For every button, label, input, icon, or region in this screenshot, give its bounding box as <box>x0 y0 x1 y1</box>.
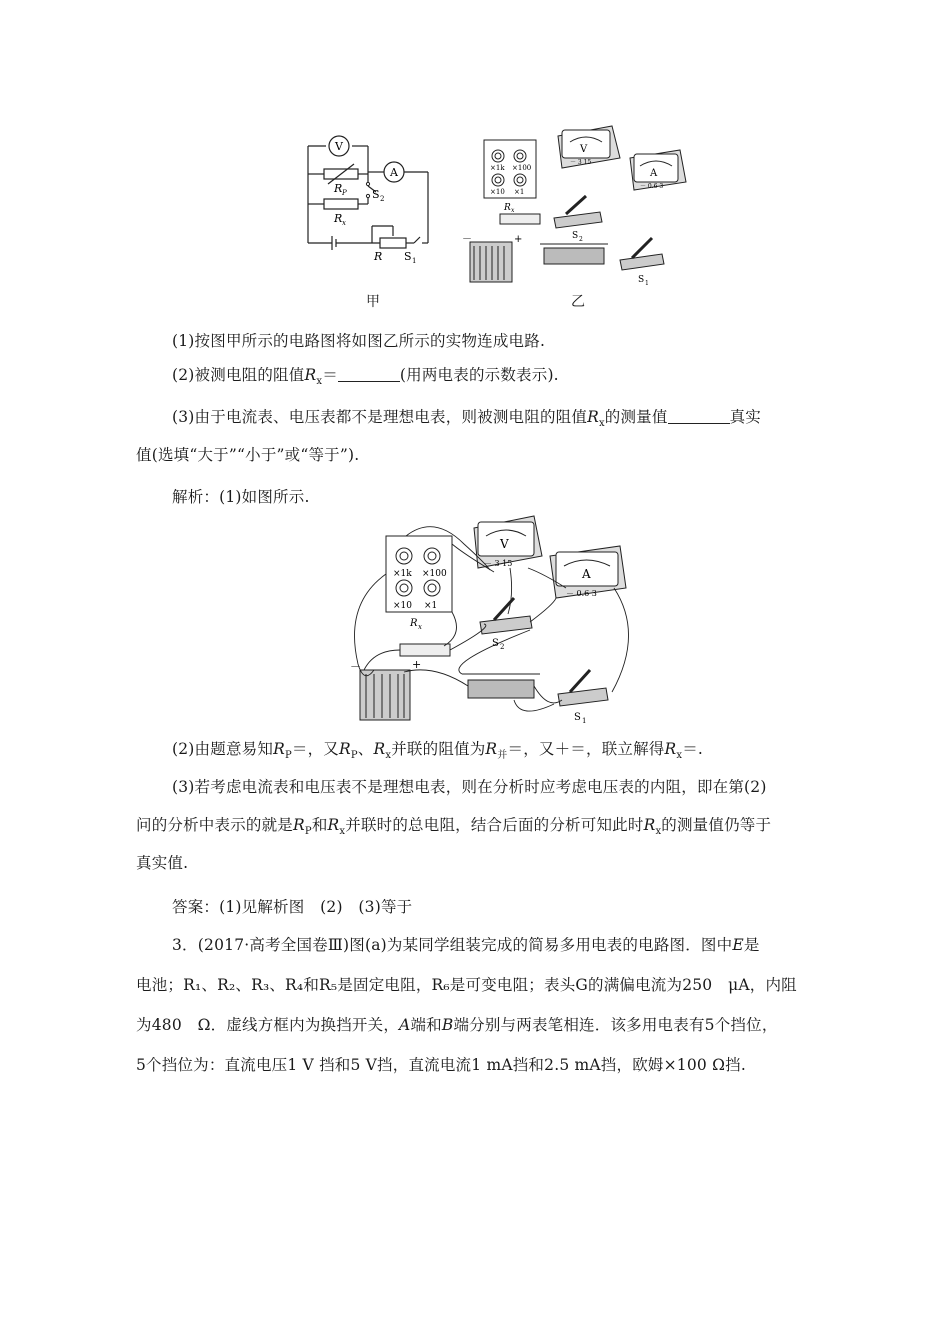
analysis-s2-sub-label: 2 <box>500 643 505 651</box>
s2-label: S <box>372 188 380 201</box>
analysis-box-x1k-label: ×1k <box>393 569 412 579</box>
amp-scale-label: － 0.6 3 <box>640 183 664 190</box>
question-3-line-1: (3)由于电流表、电压表都不是理想电表，则被测电阻的阻值$R_x$的测量值 真实 <box>172 398 862 443</box>
analysis-s1-sub-label: 1 <box>582 717 587 725</box>
rp-label: R <box>334 182 343 195</box>
apparatus-voltmeter-label: V <box>580 144 588 155</box>
apparatus-s1-label: S <box>638 275 645 285</box>
voltmeter-label: V <box>335 140 343 153</box>
problem-3-line-2: 电池；R₁、R₂、R₃、R₄和R₅是固定电阻，R₆是可变电阻；表头G的满偏电流为250 μA，内阻 <box>136 976 797 994</box>
s1-label: S <box>404 250 412 263</box>
apparatus-figure-yi <box>462 118 692 293</box>
ammeter-label: A <box>390 166 398 179</box>
battery-plus-label: + <box>514 234 523 245</box>
apparatus-s1-sub-label: 1 <box>645 280 649 287</box>
apparatus-rx-sub-label: x <box>511 207 515 214</box>
circuit-schematic <box>296 128 446 268</box>
question-3-line-2: 值(选填“大于”“小于”或“等于”). <box>136 446 360 464</box>
apparatus-ammeter-label: A <box>650 168 658 179</box>
box-x100-label: ×100 <box>512 164 532 172</box>
problem-3-line-4: 5个挡位为：直流电压1 V 挡和5 V挡，直流电流1 mA挡和2.5 mA挡，欧姆×100 Ω挡. <box>136 1056 746 1074</box>
question-2: (2)被测电阻的阻值$R_x=$ (用两电表的示数表示). <box>172 356 862 401</box>
question-1: (1)按图甲所示的电路图将如图乙所示的实物连成电路. <box>172 332 546 350</box>
analysis-rx-sub-label: x <box>418 623 422 631</box>
analysis-intro: 解析：(1)如图所示. <box>172 488 310 506</box>
analysis-s1-label: S <box>574 712 581 723</box>
analysis-part-3-line-1: (3)若考虑电流表和电压表不是理想电表，则在分析时应考虑电压表的内阻，即在第(2) <box>172 778 767 796</box>
rheostat-label: R <box>374 250 383 263</box>
problem-3-line-1: 3．(2017·高考全国卷Ⅲ)图(a)为某同学组装完成的简易多用电表的电路图．图中E是 <box>172 936 760 954</box>
s2-sub-label: 2 <box>380 195 385 203</box>
apparatus-s2-label: S <box>572 231 579 241</box>
analysis-amp-scale-label: － 0.6 3 <box>566 589 597 598</box>
rx-sub-label: x <box>342 219 346 227</box>
s1-sub-label: 1 <box>412 257 417 265</box>
box-x1k-label: ×1k <box>490 164 505 172</box>
wiring-drawing <box>344 514 644 729</box>
analysis-ammeter-label: A <box>582 567 591 581</box>
apparatus-drawing <box>462 118 692 293</box>
analysis-wiring-figure <box>344 514 644 729</box>
rx-label: R <box>334 212 343 225</box>
battery-minus-label: － <box>462 234 472 245</box>
analysis-volt-scale-label: － 3 15 <box>484 559 513 568</box>
rp-sub-label: P <box>342 189 347 197</box>
analysis-box-x10-label: ×10 <box>393 601 412 611</box>
analysis-s2-label: S <box>492 638 499 649</box>
box-x1-label: ×1 <box>514 188 525 196</box>
problem-3-line-3: 为480 Ω．虚线方框内为换挡开关，A端和B端分别与两表笔相连．该多用电表有5个挡位， <box>136 1016 778 1034</box>
analysis-voltmeter-label: V <box>500 537 509 551</box>
box-x10-label: ×10 <box>490 188 505 196</box>
apparatus-s2-sub-label: 2 <box>579 236 583 243</box>
figure-caption-yi: 乙 <box>571 294 585 310</box>
schematic-figure-jia <box>296 128 446 268</box>
answer-line: 答案：(1)见解析图 (2) (3)等于 <box>172 898 413 916</box>
analysis-box-x100-label: ×100 <box>422 569 447 579</box>
answer-blank-3[interactable] <box>668 405 730 424</box>
analysis-part-2: (2)由题意易知$R_P=$，又$R_P$、$R_x$并联的阻值为$R_并=$，又＋＝，联立解得$R_x=$. <box>172 740 704 762</box>
volt-scale-label: － 3 15 <box>570 159 592 166</box>
analysis-battery-plus-label: + <box>412 658 422 671</box>
figure-caption-jia: 甲 <box>366 294 380 310</box>
analysis-rx-label: R <box>410 618 418 629</box>
analysis-battery-minus-label: － <box>350 660 361 673</box>
analysis-box-x1-label: ×1 <box>424 601 438 611</box>
analysis-part-3-line-2: 问的分析中表示的就是$R_P$和$R_x$并联时的总电阻，结合后面的分析可知此时$R_x$的测量值仍等于 <box>136 816 772 838</box>
apparatus-rx-label: R <box>504 203 511 213</box>
analysis-part-3-line-3: 真实值. <box>136 854 189 872</box>
answer-blank-2[interactable] <box>338 363 400 382</box>
